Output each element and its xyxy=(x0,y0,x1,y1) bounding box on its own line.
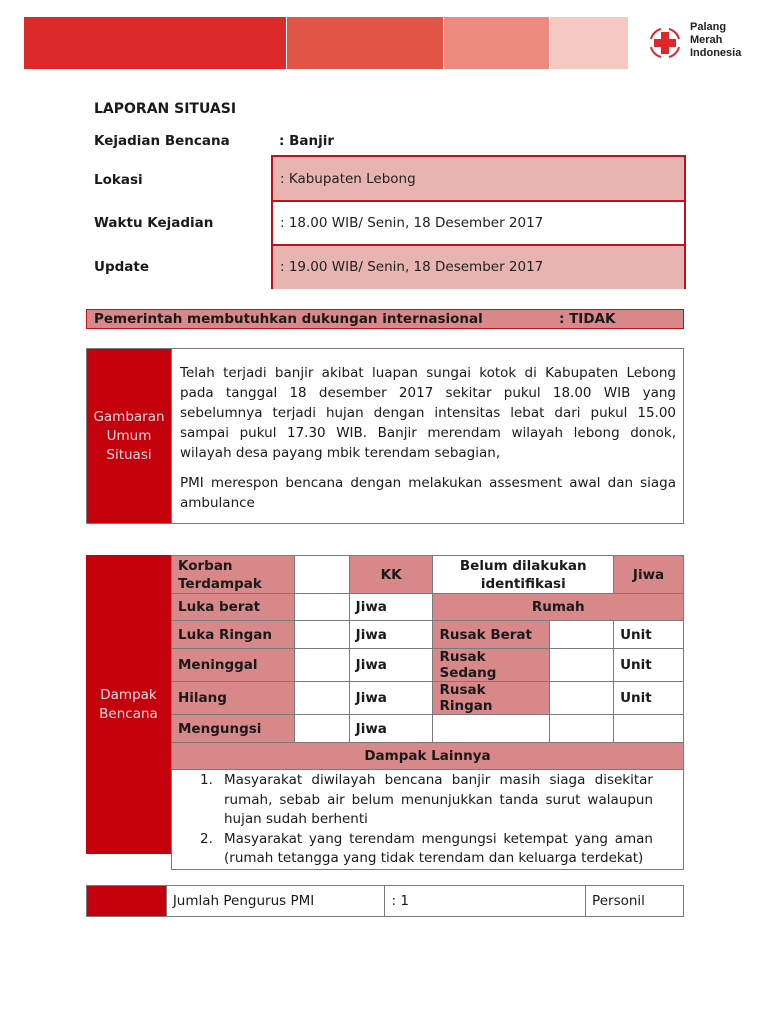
table-row xyxy=(172,594,684,621)
house-damage-label: Rusak Sedang xyxy=(433,649,550,682)
house-damage-label: Rusak Ringan xyxy=(433,682,550,715)
overview-label: Gambaran Umum Situasi xyxy=(87,349,171,523)
affected-label: Korban Terdampak xyxy=(172,556,295,594)
casualty-unit: Jiwa xyxy=(349,682,433,715)
location-label: Lokasi xyxy=(94,172,143,188)
house-damage-value xyxy=(550,682,614,715)
jiwa-label: Jiwa xyxy=(614,556,684,594)
time-label: Waktu Kejadian xyxy=(94,215,214,231)
other-impact-list-cell xyxy=(172,770,684,870)
casualty-value xyxy=(294,649,349,682)
house-damage-unit: Unit xyxy=(614,682,684,715)
table-row xyxy=(87,886,684,917)
info-table-divider xyxy=(271,200,686,202)
casualty-label: Hilang xyxy=(172,682,295,715)
casualty-label: Meninggal xyxy=(172,649,295,682)
personnel-label: Jumlah Pengurus PMI xyxy=(166,886,385,917)
house-damage-unit: Unit xyxy=(614,649,684,682)
list-item xyxy=(200,771,653,830)
update-label: Update xyxy=(94,259,150,275)
logo-line: Palang xyxy=(690,21,727,33)
table-row xyxy=(172,682,684,715)
houses-label: Rumah xyxy=(433,594,684,621)
other-impact-label: Dampak Lainnya xyxy=(172,743,684,770)
table-row xyxy=(172,556,684,594)
header-bar-segment xyxy=(287,17,443,69)
house-damage-value xyxy=(550,649,614,682)
overview-divider xyxy=(171,349,172,523)
overview-paragraph: PMI merespon bencana dengan melakukan assesment awal dan siaga ambulance xyxy=(180,475,676,511)
list-item-text: Masyarakat diwilayah bencana banjir masih siaga disekitar rumah, sebab air belum menunjukkan tanda surut walaupun hujan sudah berhenti xyxy=(224,772,653,827)
casualty-label: Mengungsi xyxy=(172,715,295,743)
info-table-divider xyxy=(271,244,686,246)
casualty-value xyxy=(294,682,349,715)
impact-table xyxy=(171,555,684,870)
list-item xyxy=(200,830,653,869)
other-impact-list xyxy=(200,770,653,869)
intl-support-row xyxy=(86,309,684,329)
casualty-value xyxy=(294,621,349,649)
logo-line: Merah xyxy=(690,34,723,46)
impact-label: Dampak Bencana xyxy=(86,555,171,854)
info-table xyxy=(271,157,686,289)
casualty-label: Luka Ringan xyxy=(172,621,295,649)
report-title: LAPORAN SITUASI xyxy=(94,101,237,117)
personnel-red-cell xyxy=(87,886,167,917)
red-cross-icon xyxy=(650,28,680,58)
house-damage-value xyxy=(550,621,614,649)
casualty-unit: Jiwa xyxy=(349,621,433,649)
overview-paragraph: Telah terjadi banjir akibat luapan sungai kotok di Kabupaten Lebong pada tanggal 18 desember 2017 sekitar pukul 18.00 WIB yang sebelumnya terjadi hujan dengan intensitas lebat dari pukul 15.00 sampai pukul 17.30 WIB. Banjir merendam wilayah lebong donok, wilayah desa payang mbik terendam sebagian, xyxy=(180,365,676,461)
table-row xyxy=(172,743,684,770)
list-item-number: 1. xyxy=(200,772,213,788)
casualty-unit: Jiwa xyxy=(349,649,433,682)
casualty-value xyxy=(294,715,349,743)
header-bar-segment xyxy=(24,17,286,69)
unidentified-label: Belum dilakukan identifikasi xyxy=(433,556,614,594)
personnel-unit: Personil xyxy=(586,886,684,917)
header-bar-segment xyxy=(550,17,628,69)
table-row xyxy=(172,715,684,743)
empty-cell xyxy=(433,715,550,743)
personnel-table xyxy=(86,885,684,917)
location-value: : Kabupaten Lebong xyxy=(273,157,684,201)
update-value: : 19.00 WIB/ Senin, 18 Desember 2017 xyxy=(273,245,684,289)
list-item-number: 2. xyxy=(200,830,213,847)
overview-section xyxy=(86,348,684,524)
list-item-text: Masyarakat yang terendam mengungsi ketempat yang aman (rumah tetangga yang tidak terendam dan keluarga terdekat) xyxy=(224,830,653,866)
casualty-label: Luka berat xyxy=(172,594,295,621)
casualty-value xyxy=(294,594,349,621)
table-row xyxy=(172,770,684,870)
empty-cell xyxy=(550,715,614,743)
header-bar-segment xyxy=(444,17,549,69)
intl-support-label: Pemerintah membutuhkan dukungan internasional xyxy=(94,311,483,327)
time-value: : 18.00 WIB/ Senin, 18 Desember 2017 xyxy=(280,215,544,231)
casualty-unit: Jiwa xyxy=(349,715,433,743)
house-damage-unit: Unit xyxy=(614,621,684,649)
intl-support-value: : TIDAK xyxy=(559,311,616,327)
logo-text xyxy=(690,21,741,60)
table-row xyxy=(172,649,684,682)
event-label: Kejadian Bencana xyxy=(94,133,230,149)
kk-label: KK xyxy=(349,556,433,594)
table-row xyxy=(172,621,684,649)
affected-value xyxy=(294,556,349,594)
house-damage-label: Rusak Berat xyxy=(433,621,550,649)
casualty-unit: Jiwa xyxy=(349,594,433,621)
logo-line: Indonesia xyxy=(690,47,742,59)
event-value: : Banjir xyxy=(279,133,335,149)
empty-cell xyxy=(614,715,684,743)
personnel-value: : 1 xyxy=(385,886,586,917)
